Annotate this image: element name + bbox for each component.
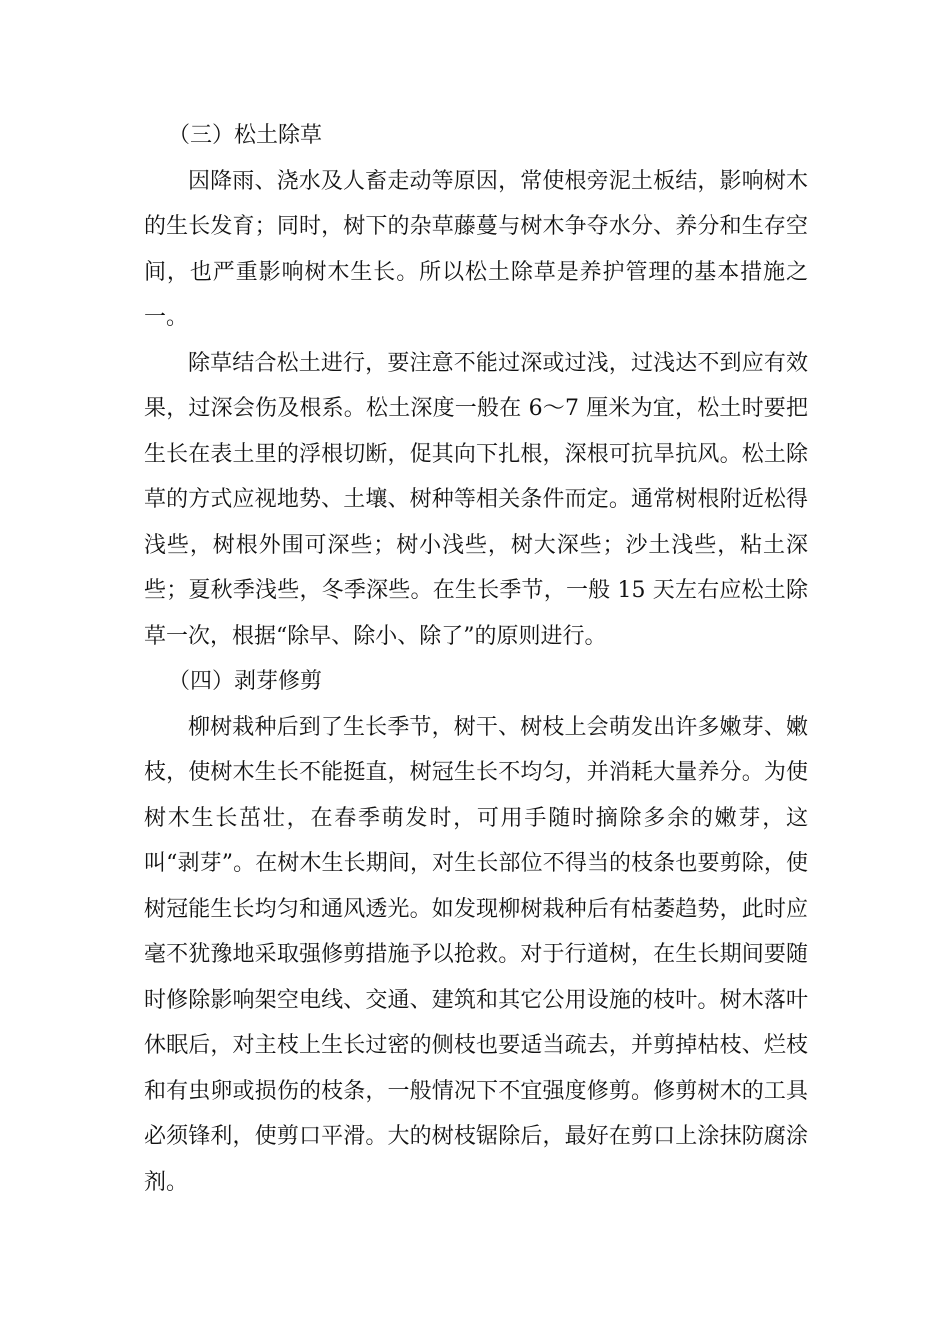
- section-heading-pruning: （四）剥芽修剪: [168, 669, 323, 694]
- document-body: [144, 113, 808, 1205]
- section-heading-loosening-weeding: （三）松土除草: [168, 123, 323, 148]
- paragraph-weeding-method: 除草结合松土进行，要注意不能过深或过浅，过浅达不到应有效果，过深会伤及根系。松土深度一般在 6～7 厘米为宜，松土时要把生长在表土里的浮根切断，促其向下扎根，深根可抗旱抗风。松土除草的方式应视地势、土壤、树种等相关条件而定。通常树根附近松得浅些，树根外围可深些；树小浅些，树大深些；沙土浅些，粘土深些；夏秋季浅些，冬季深些。在生长季节，一般 15 天左右应松土除草一次，根据“除早、除小、除了”的原则进行。: [144, 350, 808, 649]
- paragraph-soil-compaction: 因降雨、浇水及人畜走动等原因，常使根旁泥土板结，影响树木的生长发育；同时，树下的杂草藤蔓与树木争夺水分、养分和生存空间，也严重影响树木生长。所以松土除草是养护管理的基本措施之一。: [144, 168, 808, 330]
- paragraph-pruning: 柳树栽种后到了生长季节，树干、树枝上会萌发出许多嫩芽、嫩枝，使树木生长不能挺直，树冠生长不均匀，并消耗大量养分。为使树木生长茁壮，在春季萌发时，可用手随时摘除多余的嫩芽，这叫“剥芽”。在树木生长期间，对生长部位不得当的枝条也要剪除，使树冠能生长均匀和通风透光。如发现柳树栽种后有枯萎趋势，此时应毫不犹豫地采取强修剪措施予以抢救。对于行道树，在生长期间要随时修除影响架空电线、交通、建筑和其它公用设施的枝叶。树木落叶休眠后，对主枝上生长过密的侧枝也要适当疏去，并剪掉枯枝、烂枝和有虫卵或损伤的枝条，一般情况下不宜强度修剪。修剪树木的工具必须锋利，使剪口平滑。大的树枝锯除后，最好在剪口上涂抹防腐涂剂。: [144, 714, 808, 1195]
